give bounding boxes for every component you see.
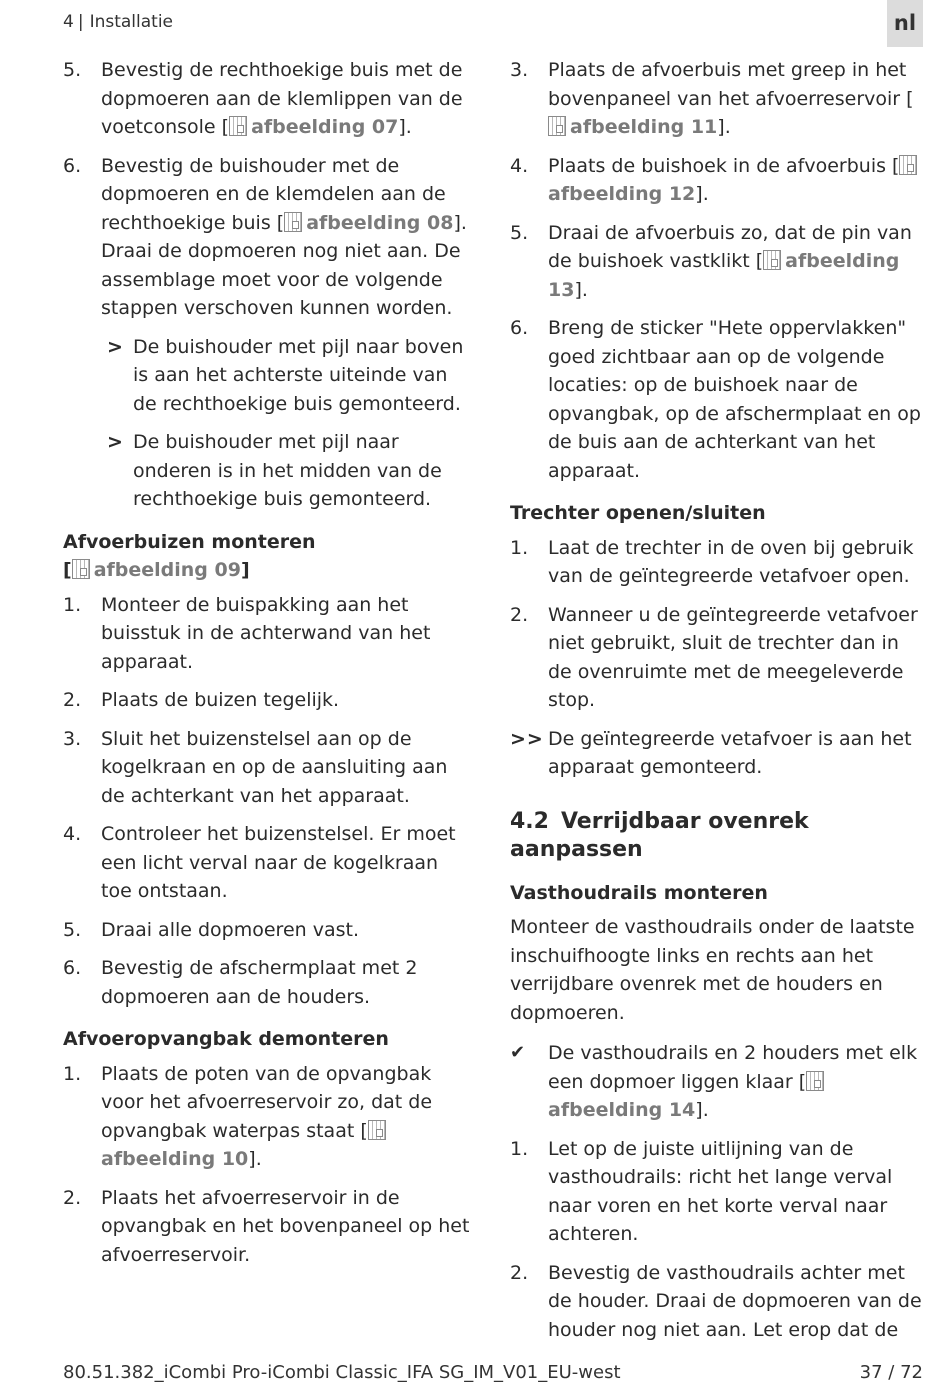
step-number: 6. <box>63 154 82 177</box>
step-number: 2. <box>510 1261 529 1284</box>
step-number: 1. <box>510 536 529 559</box>
step-number: 5. <box>63 59 82 81</box>
step-number: 5. <box>63 918 82 941</box>
step-text-end: ]. <box>248 1148 262 1170</box>
figure-icon <box>806 1071 824 1091</box>
figure-icon <box>548 116 566 136</box>
figure-icon <box>763 250 781 270</box>
step-text: Laat de trechter in de oven bij gebruik van de geïntegreerde vetafvoer open. <box>548 536 914 587</box>
step-text: Draai alle dopmoeren vast. <box>101 918 359 941</box>
step-text: Controleer het buizenstelsel. Er moet een licht verval naar de kogelkraan toe ontstaan. <box>101 823 456 902</box>
language-badge: nl <box>887 0 923 47</box>
list-item <box>510 1259 925 1345</box>
list-item <box>63 56 473 142</box>
step-text-end: ]. <box>695 183 709 205</box>
left-column <box>63 56 473 1279</box>
step-text: Bevestig de vasthoudrails achter met de houder. Draai de dopmoeren van de houder nog niet aan. Let erop dat de <box>548 1261 922 1341</box>
step-number: 6. <box>63 957 82 979</box>
step-text: Sluit het buizenstelsel aan op de kogelkraan en op de aansluiting aan de achterkant van het apparaat. <box>101 727 448 807</box>
list-item <box>510 534 925 591</box>
step-text: Let op de juiste uitlijning van de vasthoudrails: richt het lange verval naar voren en het korte verval naar achteren. <box>548 1137 893 1245</box>
prerequisite-text: De vasthoudrails en 2 houders met elk een dopmoer liggen klaar [ <box>548 1042 918 1093</box>
step-number: 4. <box>63 823 82 845</box>
prerequisite-item <box>510 1039 925 1125</box>
step-text: Bevestig de rechthoekige buis met de dopmoeren aan de klemlippen van de voetconsole [ <box>101 59 463 138</box>
step-text: Plaats de afvoerbuis met greep in het bovenpaneel van het afvoerreservoir [ <box>548 59 914 110</box>
step-number: 1. <box>63 593 82 616</box>
figure-icon <box>368 1120 386 1140</box>
list-item <box>510 219 925 305</box>
result-item <box>63 428 473 514</box>
figure-icon <box>284 212 302 232</box>
result-item <box>63 333 473 419</box>
figure-reference-link[interactable]: afbeelding 13 <box>548 250 900 301</box>
chapter-number: 4 <box>63 12 74 32</box>
list-item <box>63 820 473 906</box>
checkmark-icon: ✔ <box>510 1042 526 1063</box>
step-number: 3. <box>63 727 82 750</box>
figure-reference-link[interactable]: afbeelding 10 <box>101 1148 249 1170</box>
step-text: Bevestig de afschermplaat met 2 dopmoeren aan de houders. <box>101 957 418 1008</box>
section-title: Verrijdbaar ovenrek aanpassen <box>510 808 809 862</box>
subsection-heading: Vasthoudrails monteren <box>510 881 768 904</box>
list-item <box>63 591 473 677</box>
step-text: Monteer de buispakking aan het buisstuk in de achterwand van het apparaat. <box>101 593 431 673</box>
prerequisite-text-end: ]. <box>695 1099 709 1121</box>
chapter-title: Installatie <box>89 12 174 32</box>
page-header <box>63 10 173 34</box>
figure-reference-link[interactable]: afbeelding 14 <box>548 1099 696 1121</box>
step-text: Plaats het afvoerreservoir in de opvangbak en het bovenpaneel op het afvoerreservoir. <box>101 1186 470 1266</box>
figure-reference-link[interactable]: afbeelding 07 <box>251 116 399 138</box>
list-item <box>63 1184 473 1270</box>
figure-reference-link[interactable]: afbeelding 08 <box>306 211 454 234</box>
figure-icon <box>72 559 90 579</box>
figure-icon <box>229 116 247 136</box>
result-item <box>510 725 925 782</box>
section-number: 4.2 <box>510 808 549 834</box>
step-text: Wanneer u de geïntegreerde vetafvoer niet gebruikt, sluit de trechter dan in de ovenruimte met de meegeleverde stop. <box>548 603 918 711</box>
result-text: De buishouder met pijl naar boven is aan het achterste uiteinde van de rechthoekige buis gemonteerd. <box>133 335 464 415</box>
list-item <box>510 314 925 485</box>
step-number: 1. <box>63 1062 82 1085</box>
final-result-icon: >> <box>510 727 544 750</box>
step-number: 3. <box>510 59 529 81</box>
step-text-end: ]. Draai de dopmoeren nog niet aan. De assemblage moet voor de volgende stappen verschoven kunnen worden. <box>101 211 467 319</box>
right-column <box>510 56 925 1354</box>
list-item <box>510 601 925 715</box>
list-item <box>510 1135 925 1249</box>
step-number: 1. <box>510 1137 529 1160</box>
list-item <box>63 725 473 811</box>
step-text: Draai de afvoerbuis zo, dat de pin van de buishoek vastklikt [ <box>548 221 912 272</box>
step-text: Plaats de buizen tegelijk. <box>101 689 340 711</box>
list-item <box>510 152 925 209</box>
list-item <box>63 916 473 945</box>
subsection-figure-reference: [ afbeelding 09] <box>63 559 250 581</box>
step-text-end: ]. <box>717 116 731 138</box>
subsection-heading: Afvoeropvangbak demonteren <box>63 1028 389 1050</box>
result-arrow-icon: > <box>107 335 123 358</box>
header-separator: | <box>77 12 84 32</box>
list-item <box>63 1060 473 1174</box>
result-text: De geïntegreerde vetafvoer is aan het apparaat gemonteerd. <box>548 727 912 778</box>
step-text: Plaats de poten van de opvangbak voor het afvoerreservoir zo, dat de opvangbak waterpas staat [ <box>101 1062 433 1142</box>
step-number: 4. <box>510 154 529 177</box>
figure-reference-link[interactable]: afbeelding 09 <box>93 559 241 581</box>
step-number: 2. <box>63 1186 82 1209</box>
step-text-end: ]. <box>574 278 588 301</box>
subsection-heading: Afvoerbuizen monteren <box>63 530 316 553</box>
step-number: 2. <box>63 689 82 711</box>
step-number: 2. <box>510 603 529 626</box>
intro-paragraph: Monteer de vasthoudrails onder de laatste inschuifhoogte links en rechts aan het verrijdbare ovenrek met de houders en dopmoeren. <box>510 916 915 1024</box>
step-number: 6. <box>510 317 529 339</box>
step-text-end: ]. <box>398 116 412 138</box>
step-number: 5. <box>510 221 529 244</box>
list-item <box>63 686 473 715</box>
figure-reference-link[interactable]: afbeelding 12 <box>548 183 696 205</box>
result-text: De buishouder met pijl naar onderen is in het midden van de rechthoekige buis gemonteerd. <box>133 431 442 510</box>
list-item <box>63 954 473 1011</box>
list-item <box>510 56 925 142</box>
result-arrow-icon: > <box>107 431 123 453</box>
section-heading <box>510 808 925 865</box>
footer-document-id: 80.51.382_iCombi Pro-iCombi Classic_IFA SG_IM_V01_EU-west <box>63 1362 621 1383</box>
subsection-heading: Trechter openen/sluiten <box>510 502 766 524</box>
footer-page-number: 37 / 72 <box>859 1362 923 1383</box>
step-text: Bevestig de buishouder met de dopmoeren en de klemdelen aan de rechthoekige buis [ <box>101 154 446 234</box>
figure-reference-link[interactable]: afbeelding 11 <box>570 116 718 138</box>
step-text: Breng de sticker "Hete oppervlakken" goed zichtbaar aan op de volgende locaties: op de buishoek naar de opvangbak, op de afschermplaat en op de buis aan de achterkant van het apparaat. <box>548 317 921 482</box>
figure-icon <box>899 155 917 175</box>
list-item <box>63 152 473 323</box>
step-text: Plaats de buishoek in de afvoerbuis [ <box>548 154 900 177</box>
